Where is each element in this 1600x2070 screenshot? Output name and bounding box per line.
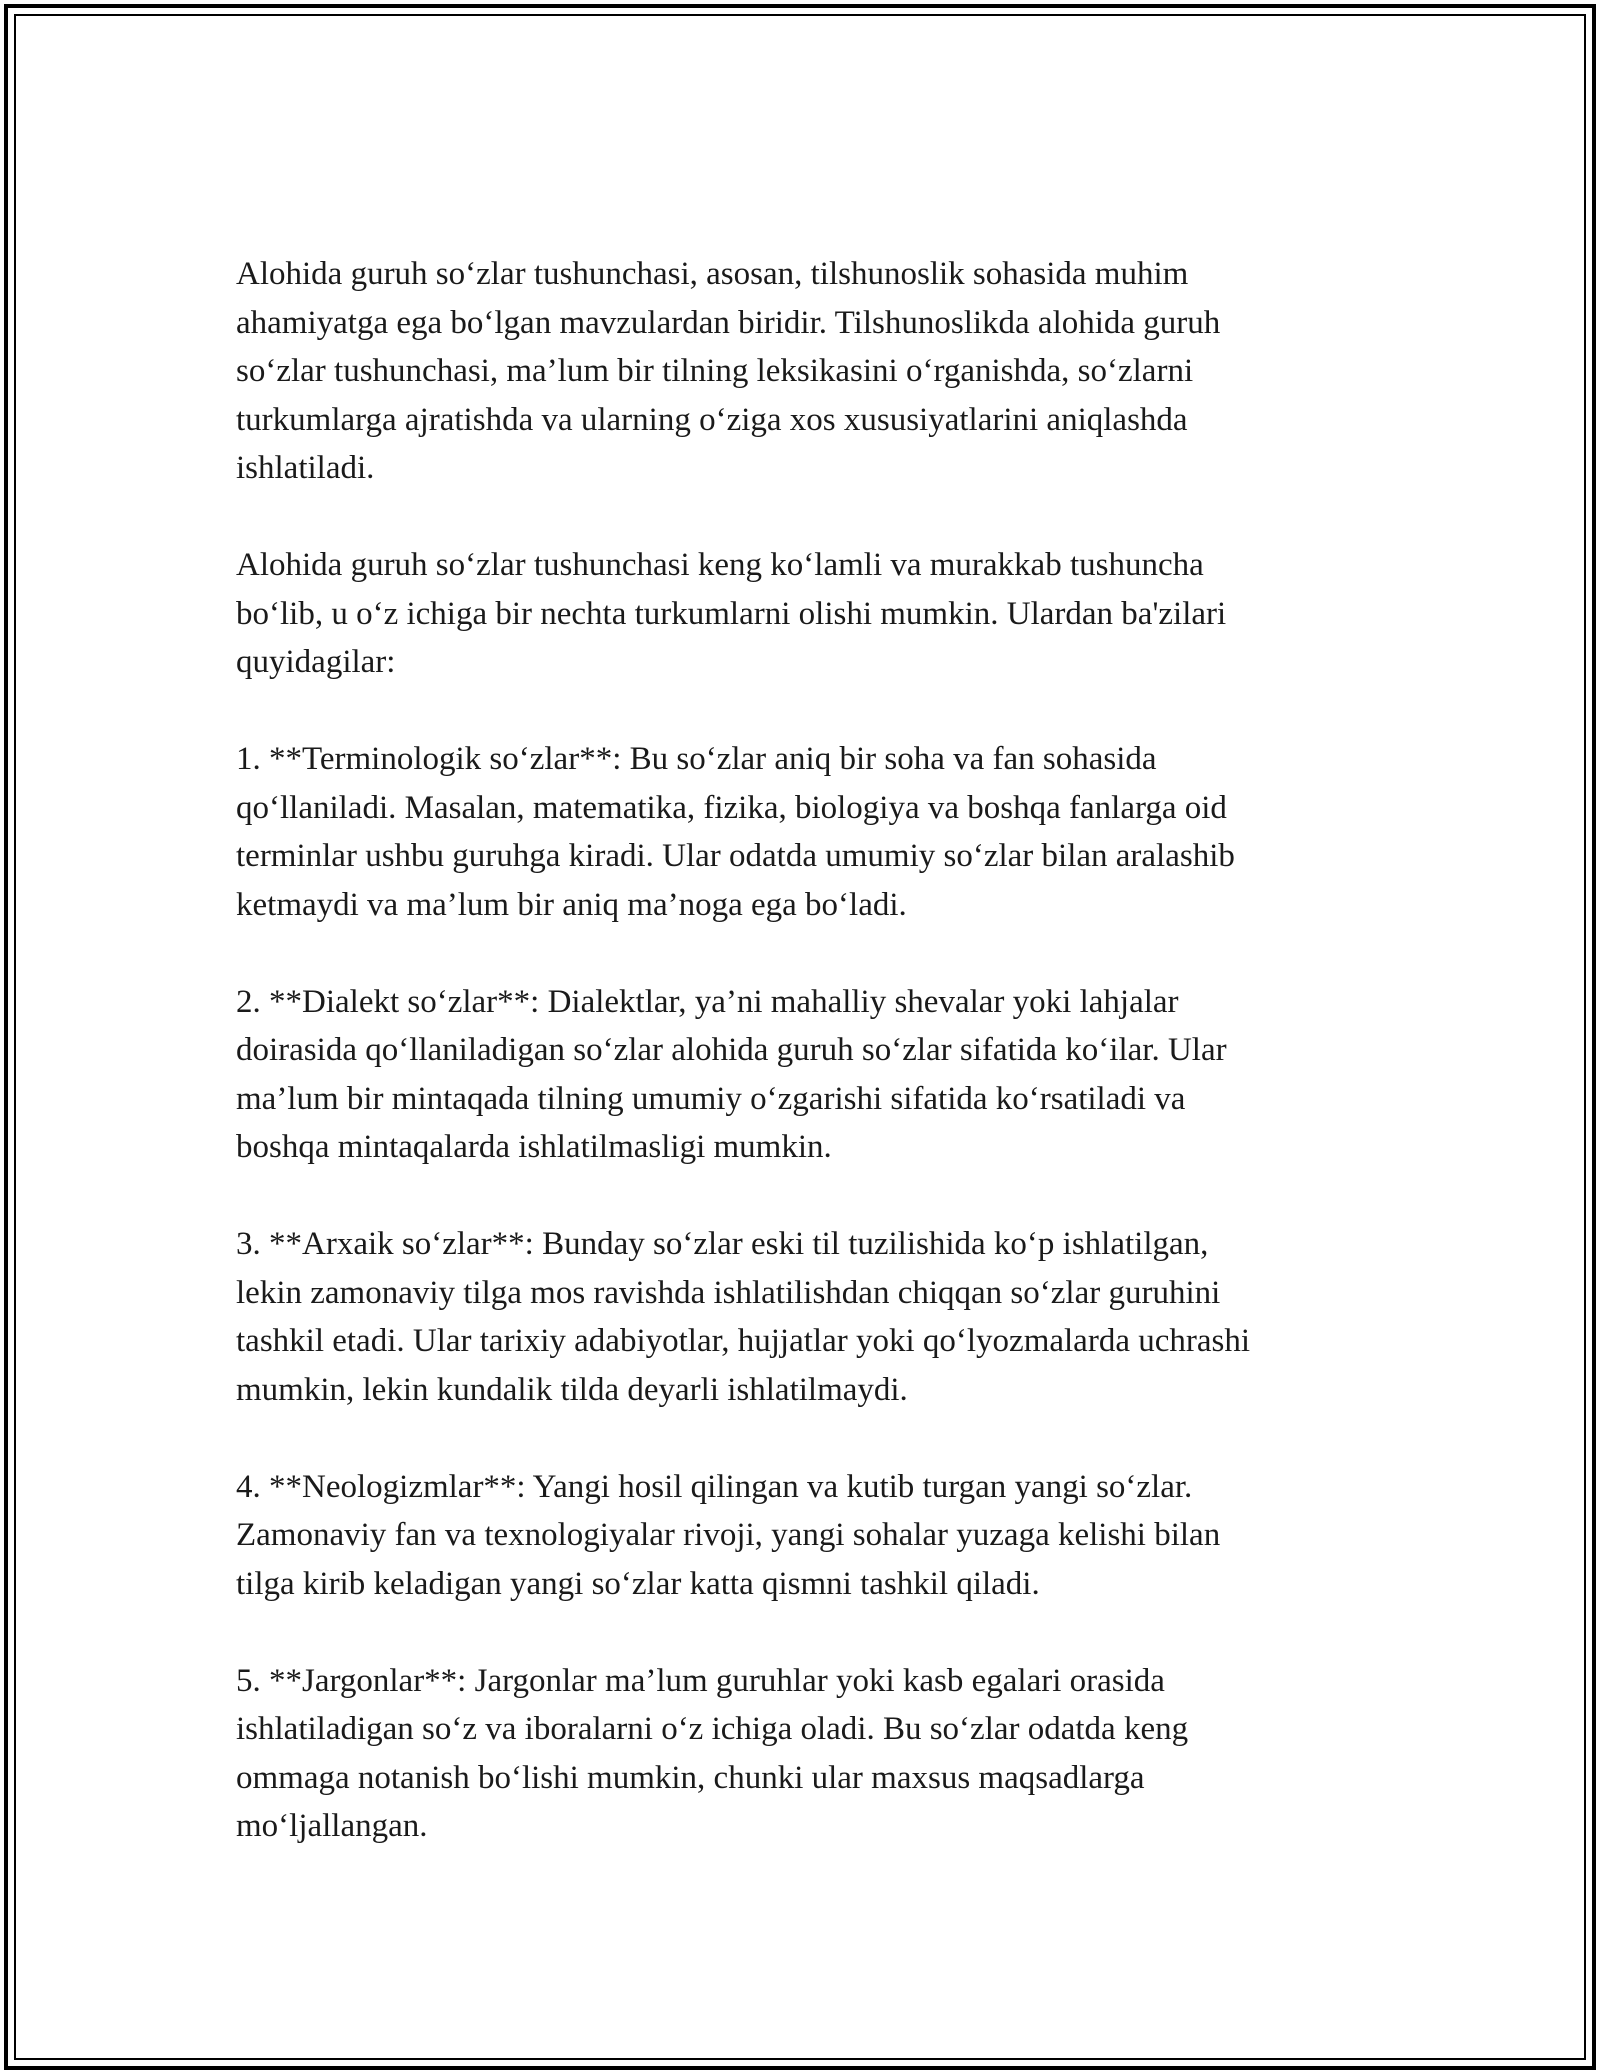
list-item-neologizmlar: 4. **Neologizmlar**: Yangi hosil qilingan va kutib turgan yangi so‘zlar. Zamonaviy fan va texnologiyalar rivoji, yangi sohalar yuzaga kelishi bilan tilga kirib keladigan yangi so‘zlar katta qismni tashkil qiladi. bbox=[236, 1468, 1221, 1602]
list-item-jargonlar: 5. **Jargonlar**: Jargonlar ma’lum guruhlar yoki kasb egalari orasida ishlatiladigan so‘z va iboralarni o‘z ichiga oladi. Bu so‘zlar odatda keng ommaga notanish bo‘lishi mumkin, chunki ular maxsus maqsadlarga mo‘ljallangan. bbox=[236, 1662, 1189, 1844]
list-item-terminologik: 1. **Terminologik so‘zlar**: Bu so‘zlar aniq bir soha va fan sohasida qo‘llaniladi. Masalan, matematika, fizika, biologiya va boshqa fanlarga oid terminlar ushbu guruhga kiradi. Ular odatda umumiy so‘zlar bilan aralashib ketmaydi va ma’lum bir aniq ma’noga ega bo‘ladi. bbox=[236, 741, 1235, 923]
document-body bbox=[236, 250, 1376, 1851]
paragraph-overview: Alohida guruh so‘zlar tushunchasi keng ko‘lamli va murakkab tushuncha bo‘lib, u o‘z ichiga bir nechta turkumlarni olishi mumkin. Ulardan ba'zilari quyidagilar: bbox=[236, 547, 1227, 680]
list-item-arxaik: 3. **Arxaik so‘zlar**: Bunday so‘zlar eski til tuzilishida ko‘p ishlatilgan, lekin zamonaviy tilga mos ravishda ishlatilishdan chiqqan so‘zlar guruhini tashkil etadi. Ular tarixiy adabiyotlar, hujjatlar yoki qo‘lyozmalarda uchrashi mumkin, lekin kundalik tilda deyarli ishlatilmaydi. bbox=[236, 1226, 1251, 1408]
list-item-dialekt: 2. **Dialekt so‘zlar**: Dialektlar, ya’ni mahalliy shevalar yoki lahjalar doirasida qo‘llaniladigan so‘zlar alohida guruh so‘zlar sifatida ko‘ilar. Ular ma’lum bir mintaqada tilning umumiy o‘zgarishi sifatida ko‘rsatiladi va boshqa mintaqalarda ishlatilmasligi mumkin. bbox=[236, 983, 1227, 1165]
paragraph-intro: Alohida guruh so‘zlar tushunchasi, asosan, tilshunoslik sohasida muhim ahamiyatga ega bo‘lgan mavzulardan biridir. Tilshunoslikda alohida guruh so‘zlar tushunchasi, ma’lum bir tilning leksikasini o‘rganishda, so‘zlarni turkumlarga ajratishda va ularning o‘ziga xos xususiyatlarini aniqlashda ishlatiladi. bbox=[236, 256, 1221, 486]
